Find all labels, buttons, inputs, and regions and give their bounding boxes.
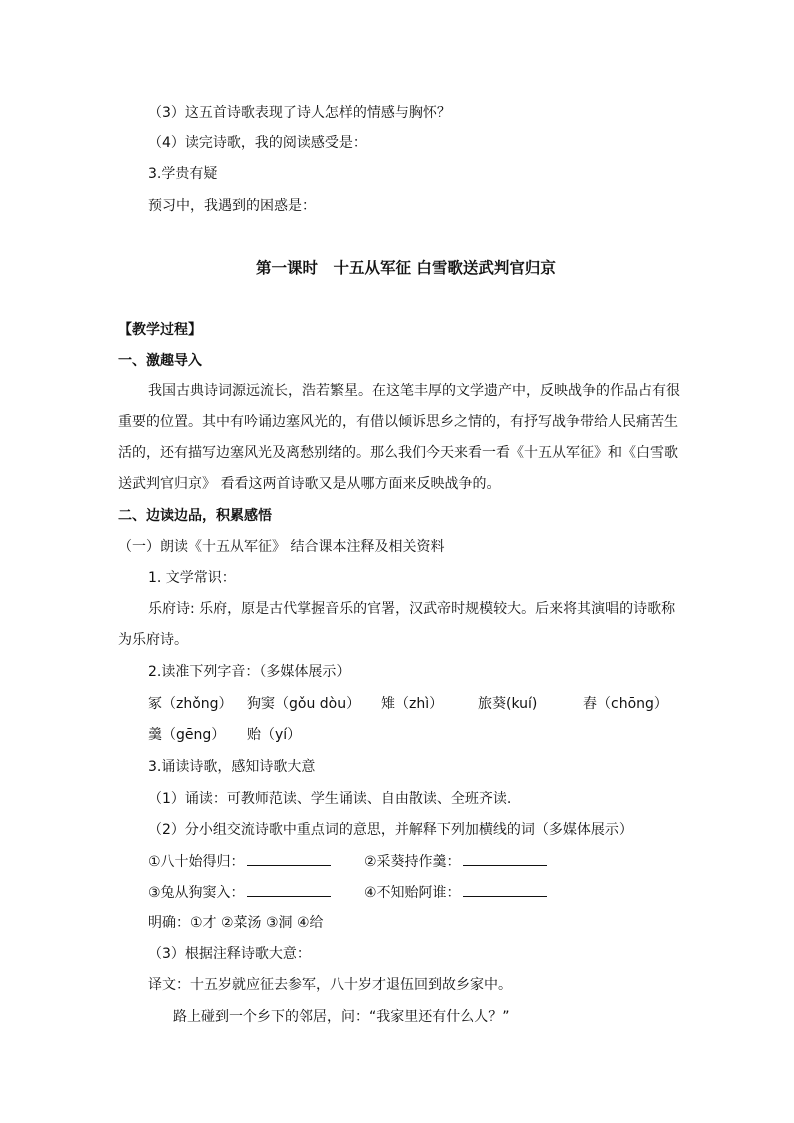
pinyin-word: 狗窦（gǒu dòu）: [247, 696, 361, 712]
item-pronunciation: 2.读准下列字音：（多媒体展示）: [148, 664, 351, 680]
fill-item-1: [148, 851, 331, 872]
yuefu-line-1: 乐府诗: 乐府，原是古代掌握音乐的官署，汉武帝时规模较大。后来将其演唱的诗歌称: [148, 601, 676, 617]
translation-line-1: 译文：十五岁就应征去参军，八十岁才退伍回到故乡家中。: [148, 977, 512, 993]
pinyin-word: 舂（chōng）: [583, 696, 668, 712]
answer-blank[interactable]: [463, 882, 547, 897]
pinyin-word: 贻（yí）: [247, 727, 302, 743]
section1-heading: 一、激趣导入: [118, 353, 202, 369]
intro-line-3: 活的，还有描写边塞风光及离愁别绪的。那么我们今天来看一看《十五从军征》和《白雪歌: [118, 445, 678, 461]
fill-item-label: ③兔从狗窦入：: [148, 885, 245, 901]
yuefu-line-2: 为乐府诗。: [118, 632, 188, 648]
fill-item-4: [364, 882, 547, 903]
intro-line-1: 我国古典诗词源远流长，浩若繁星。在这笔丰厚的文学遗产中，反映战争的作品占有很: [148, 383, 680, 399]
answer-blank[interactable]: [247, 851, 331, 866]
fill-item-3: [148, 882, 331, 903]
intro-line-4: 送武判官归京》 看看这两首诗歌又是从哪方面来反映战争的。: [118, 476, 501, 492]
pinyin-word: 旅葵(kuí): [478, 696, 538, 712]
fill-item-label: ①八十始得归：: [148, 854, 245, 870]
recite-methods: （1）诵读：可教师范读、学生诵读、自由散读、全班齐读.: [148, 791, 512, 807]
doubt-heading: 3.学贵有疑: [148, 166, 218, 182]
process-heading: 【教学过程】: [118, 322, 202, 338]
doubt-text: 预习中，我遇到的困惑是：: [148, 198, 316, 214]
pinyin-word: 冢（zhǒng）: [148, 696, 233, 712]
question-3: （3）这五首诗歌表现了诗人怎样的情感与胸怀？: [148, 105, 451, 121]
answer-blank[interactable]: [247, 882, 331, 897]
pinyin-word: 雉（zhì）: [381, 696, 444, 712]
pinyin-word: 羹（gēng）: [148, 727, 226, 743]
intro-line-2: 重要的位置。其中有吟诵边塞风光的，有借以倾诉思乡之情的，有抒写战争带给人民痛苦生: [118, 414, 678, 430]
subsection-1: （一）朗读《十五从军征》 结合课本注释及相关资料: [118, 539, 445, 555]
fill-item-label: ②采葵持作羹：: [364, 854, 461, 870]
group-discussion: （2）分小组交流诗歌中重点词的意思，并解释下列加横线的词（多媒体展示）: [148, 822, 633, 838]
item-recite: 3.诵读诗歌，感知诗歌大意: [148, 759, 316, 775]
fill-item-2: [364, 851, 547, 872]
answer-blank[interactable]: [463, 851, 547, 866]
fill-item-label: ④不知贻阿谁：: [364, 885, 461, 901]
lesson-title: 第一课时 十五从军征 白雪歌送武判官归京: [256, 259, 556, 277]
poem-meaning-heading: （3）根据注释诗歌大意：: [148, 946, 311, 962]
section2-heading: 二、边读边品，积累感悟: [118, 508, 272, 524]
answer-key: 明确：①才 ②菜汤 ③洞 ④给: [148, 915, 324, 931]
question-4: （4）读完诗歌，我的阅读感受是：: [148, 135, 367, 151]
item-literary-knowledge: 1. 文学常识：: [148, 570, 236, 586]
translation-line-2: 路上碰到一个乡下的邻居，问：“我家里还有什么人？”: [173, 1009, 510, 1025]
